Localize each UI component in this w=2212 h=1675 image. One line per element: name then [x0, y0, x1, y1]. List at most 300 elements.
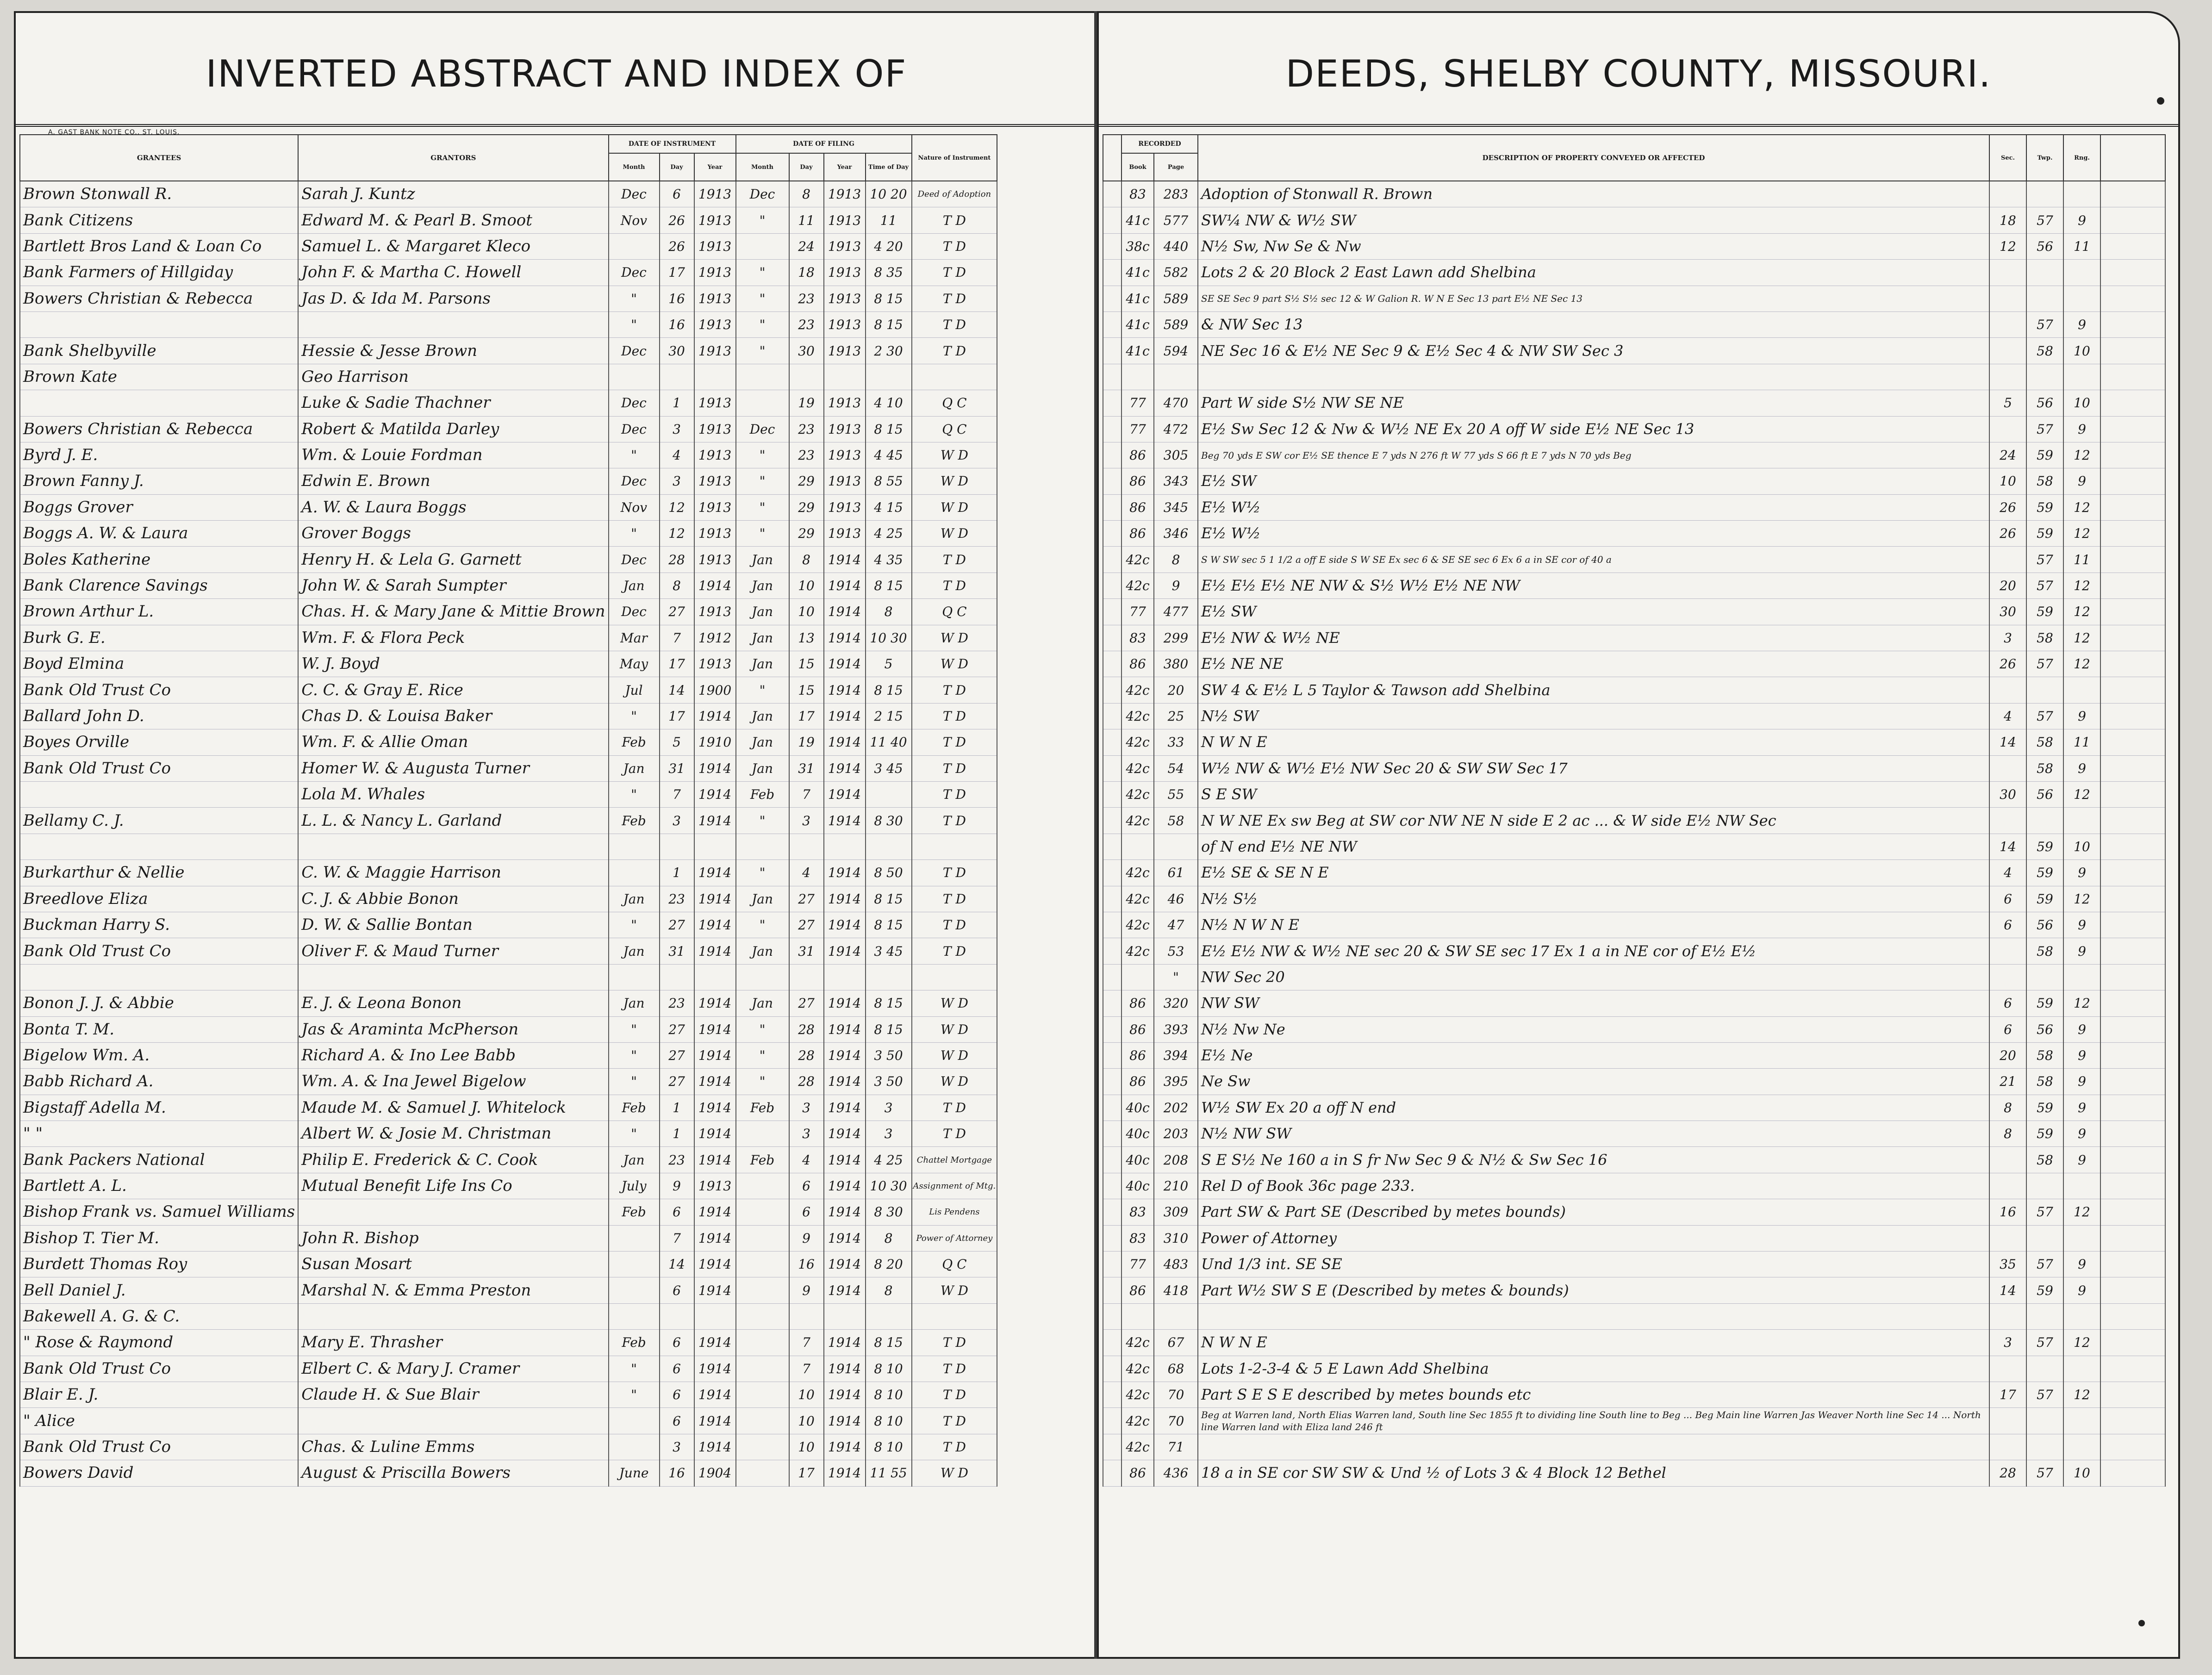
page-cell: 71: [1154, 1434, 1198, 1460]
inst-year-cell: 1913: [694, 260, 736, 286]
inst-day-cell: 7: [660, 1225, 694, 1251]
inst-day-cell: 6: [660, 1330, 694, 1356]
sec-cell: 24: [1989, 442, 2026, 468]
book-cell: 83: [1122, 181, 1154, 207]
time-of-day-cell: 8 15: [866, 990, 912, 1016]
inst-day-cell: 6: [660, 1382, 694, 1407]
rng-cell: [2063, 260, 2100, 286]
margin-cell: [2100, 390, 2165, 416]
sec-cell: 26: [1989, 494, 2026, 520]
ledger-row: [20, 1408, 997, 1434]
grantee-cell: Blair E. J.: [20, 1382, 298, 1407]
time-of-day-cell: 8 10: [866, 1356, 912, 1382]
filing-day-cell: [789, 364, 824, 390]
description-cell: S E SW: [1198, 781, 1989, 807]
book-cell: 86: [1122, 990, 1154, 1016]
description-cell: N W NE Ex sw Beg at SW cor NW NE N side E 2 ac ... & W side E½ NW Sec: [1198, 808, 1989, 834]
spacer-cell: [1103, 703, 1122, 729]
filing-year-cell: 1914: [824, 1225, 866, 1251]
inst-month-cell: Jan: [609, 1147, 660, 1173]
ledger-row: [20, 416, 997, 442]
rng-cell: 11: [2063, 233, 2100, 259]
nature-cell: T D: [912, 260, 997, 286]
rng-cell: 9: [2063, 703, 2100, 729]
description-cell: E½ W½: [1198, 494, 1989, 520]
inst-year-cell: [694, 964, 736, 990]
time-of-day-cell: 4 20: [866, 233, 912, 259]
nature-cell: W D: [912, 1277, 997, 1303]
description-cell: N½ Sw, Nw Se & Nw: [1198, 233, 1989, 259]
book-cell: [1122, 964, 1154, 990]
grantor-cell: Geo Harrison: [298, 364, 608, 390]
ledger-row: [20, 260, 997, 286]
sec-cell: 14: [1989, 1277, 2026, 1303]
filing-month-cell: [736, 1382, 789, 1407]
grantor-cell: Chas. H. & Mary Jane & Mittie Brown: [298, 599, 608, 625]
ledger-row: [1103, 677, 2165, 703]
ledger-row: [20, 781, 997, 807]
time-of-day-cell: 4 35: [866, 547, 912, 573]
filing-month-cell: [736, 1434, 789, 1460]
ledger-row: [1103, 703, 2165, 729]
rng-cell: 9: [2063, 1121, 2100, 1147]
inst-year-cell: 1914: [694, 1016, 736, 1042]
margin-cell: [2100, 260, 2165, 286]
nature-cell: Lis Pendens: [912, 1199, 997, 1225]
twp-cell: 58: [2026, 1042, 2063, 1068]
nature-cell: W D: [912, 1460, 997, 1486]
twp-cell: 57: [2026, 207, 2063, 233]
spacer-cell: [1103, 442, 1122, 468]
header-filing-month: Month: [736, 153, 789, 181]
spacer-cell: [1103, 260, 1122, 286]
grantor-cell: Homer W. & Augusta Turner: [298, 755, 608, 781]
twp-cell: 56: [2026, 233, 2063, 259]
grantor-cell: Philip E. Frederick & C. Cook: [298, 1147, 608, 1173]
inst-month-cell: Jan: [609, 938, 660, 964]
book-cell: 86: [1122, 521, 1154, 547]
nature-cell: T D: [912, 781, 997, 807]
sec-cell: 6: [1989, 990, 2026, 1016]
margin-cell: [2100, 1225, 2165, 1251]
sec-cell: 8: [1989, 1095, 2026, 1121]
ledger-row: [20, 364, 997, 390]
spacer-cell: [1103, 1173, 1122, 1199]
sec-cell: 8: [1989, 1121, 2026, 1147]
margin-cell: [2100, 573, 2165, 598]
time-of-day-cell: 8 15: [866, 886, 912, 912]
description-cell: & NW Sec 13: [1198, 311, 1989, 337]
grantee-cell: Boyd Elmina: [20, 651, 298, 677]
header-page: Page: [1154, 153, 1198, 181]
ledger-row: [20, 1173, 997, 1199]
time-of-day-cell: 8 15: [866, 573, 912, 598]
margin-cell: [2100, 1252, 2165, 1277]
description-cell: Beg 70 yds E SW cor E½ SE thence E 7 yds N 276 ft W 77 yds S 66 ft E 7 yds N 70 yds Beg: [1198, 442, 1989, 468]
grantor-cell: Luke & Sadie Thachner: [298, 390, 608, 416]
nature-cell: Q C: [912, 416, 997, 442]
book-cell: 38c: [1122, 233, 1154, 259]
filing-month-cell: [736, 1408, 789, 1434]
rng-cell: 12: [2063, 651, 2100, 677]
rng-cell: 12: [2063, 494, 2100, 520]
inst-day-cell: 28: [660, 547, 694, 573]
grantor-cell: [298, 1303, 608, 1329]
rng-cell: 10: [2063, 834, 2100, 859]
filing-year-cell: 1914: [824, 1199, 866, 1225]
description-cell: E½ SW: [1198, 468, 1989, 494]
inst-day-cell: 3: [660, 416, 694, 442]
ledger-row: [1103, 729, 2165, 755]
twp-cell: [2026, 1303, 2063, 1329]
ledger-row: [1103, 990, 2165, 1016]
page-cell: 299: [1154, 625, 1198, 651]
description-cell: N W N E: [1198, 729, 1989, 755]
filing-day-cell: 19: [789, 390, 824, 416]
page-cell: 310: [1154, 1225, 1198, 1251]
filing-year-cell: 1914: [824, 1277, 866, 1303]
ledger-row: [20, 990, 997, 1016]
ledger-row: [1103, 651, 2165, 677]
ink-speck: [2157, 97, 2164, 105]
page-cell: 418: [1154, 1277, 1198, 1303]
sec-cell: [1989, 1408, 2026, 1434]
grantor-cell: [298, 1199, 608, 1225]
book-cell: 42c: [1122, 1408, 1154, 1434]
grantee-cell: [20, 311, 298, 337]
grantor-cell: Henry H. & Lela G. Garnett: [298, 547, 608, 573]
inst-month-cell: Nov: [609, 494, 660, 520]
grantor-cell: Oliver F. & Maud Turner: [298, 938, 608, 964]
filing-day-cell: 11: [789, 207, 824, 233]
book-cell: 40c: [1122, 1147, 1154, 1173]
book-cell: 42c: [1122, 729, 1154, 755]
spacer-cell: [1103, 468, 1122, 494]
filing-month-cell: [736, 364, 789, 390]
filing-day-cell: 3: [789, 1095, 824, 1121]
spacer-cell: [1103, 1199, 1122, 1225]
inst-day-cell: [660, 834, 694, 859]
time-of-day-cell: 8: [866, 1277, 912, 1303]
grantee-cell: Burk G. E.: [20, 625, 298, 651]
filing-year-cell: 1914: [824, 677, 866, 703]
book-cell: [1122, 1303, 1154, 1329]
book-cell: 42c: [1122, 573, 1154, 598]
rng-cell: [2063, 1303, 2100, 1329]
rng-cell: 9: [2063, 938, 2100, 964]
filing-year-cell: 1914: [824, 808, 866, 834]
filing-day-cell: 10: [789, 573, 824, 598]
sec-cell: 26: [1989, 521, 2026, 547]
sec-cell: 6: [1989, 912, 2026, 938]
sec-cell: 10: [1989, 468, 2026, 494]
grantee-cell: Burkarthur & Nellie: [20, 860, 298, 886]
grantee-cell: [20, 781, 298, 807]
description-cell: N W N E: [1198, 1330, 1989, 1356]
inst-month-cell: Jul: [609, 677, 660, 703]
time-of-day-cell: 8 50: [866, 860, 912, 886]
ledger-row: [1103, 181, 2165, 207]
ledger-row: [1103, 1069, 2165, 1095]
book-cell: 42c: [1122, 547, 1154, 573]
inst-year-cell: 1914: [694, 1095, 736, 1121]
margin-cell: [2100, 1330, 2165, 1356]
inst-year-cell: 1914: [694, 1277, 736, 1303]
header-time-of-day: Time of Day: [866, 153, 912, 181]
ledger-row: [20, 1434, 997, 1460]
spacer-cell: [1103, 886, 1122, 912]
inst-day-cell: 27: [660, 1016, 694, 1042]
description-cell: Beg at Warren land, North Elias Warren land, South line Sec 1855 ft to dividing line South line to Beg ... Beg Main line Warren Jas Weaver North line Sec 14 ... North line Warren land with Eliza land 246 ft: [1198, 1408, 1989, 1434]
grantee-cell: Brown Fanny J.: [20, 468, 298, 494]
spacer-cell: [1103, 1330, 1122, 1356]
inst-day-cell: 9: [660, 1173, 694, 1199]
rng-cell: 12: [2063, 990, 2100, 1016]
filing-month-cell: [736, 834, 789, 859]
twp-cell: 58: [2026, 755, 2063, 781]
nature-cell: W D: [912, 1016, 997, 1042]
rng-cell: 9: [2063, 1277, 2100, 1303]
filing-year-cell: 1914: [824, 1460, 866, 1486]
ledger-row: [20, 703, 997, 729]
inst-year-cell: 1913: [694, 286, 736, 311]
twp-cell: [2026, 1225, 2063, 1251]
inst-year-cell: 1910: [694, 729, 736, 755]
ledger-row: [20, 1460, 997, 1486]
ledger-row: [1103, 1225, 2165, 1251]
spacer-cell: [1103, 1382, 1122, 1407]
spacer-cell: [1103, 1434, 1122, 1460]
inst-month-cell: ": [609, 1042, 660, 1068]
book-cell: 40c: [1122, 1173, 1154, 1199]
description-cell: Part W side S½ NW SE NE: [1198, 390, 1989, 416]
grantee-cell: Bank Old Trust Co: [20, 938, 298, 964]
inst-month-cell: ": [609, 912, 660, 938]
inst-day-cell: 27: [660, 1042, 694, 1068]
twp-cell: [2026, 181, 2063, 207]
inst-month-cell: Feb: [609, 1199, 660, 1225]
description-cell: W½ SW Ex 20 a off N end: [1198, 1095, 1989, 1121]
grantor-cell: Albert W. & Josie M. Christman: [298, 1121, 608, 1147]
rng-cell: 9: [2063, 1016, 2100, 1042]
ledger-row: [20, 1042, 997, 1068]
ledger-row: [20, 886, 997, 912]
header-inst-year: Year: [694, 153, 736, 181]
inst-year-cell: 1913: [694, 547, 736, 573]
inst-year-cell: 1914: [694, 703, 736, 729]
nature-cell: T D: [912, 1382, 997, 1407]
grantee-cell: " Alice: [20, 1408, 298, 1434]
grantor-cell: C. C. & Gray E. Rice: [298, 677, 608, 703]
grantee-cell: Bank Old Trust Co: [20, 1356, 298, 1382]
page-cell: [1154, 364, 1198, 390]
filing-day-cell: 4: [789, 1147, 824, 1173]
inst-month-cell: ": [609, 311, 660, 337]
nature-cell: W D: [912, 468, 997, 494]
inst-month-cell: ": [609, 1016, 660, 1042]
spacer-cell: [1103, 1042, 1122, 1068]
inst-month-cell: ": [609, 442, 660, 468]
sec-cell: 30: [1989, 781, 2026, 807]
book-cell: 41c: [1122, 311, 1154, 337]
inst-day-cell: 17: [660, 703, 694, 729]
filing-day-cell: 30: [789, 338, 824, 364]
book-cell: 86: [1122, 1042, 1154, 1068]
inst-year-cell: 1914: [694, 1069, 736, 1095]
description-cell: E½ W½: [1198, 521, 1989, 547]
grantor-cell: August & Priscilla Bowers: [298, 1460, 608, 1486]
twp-cell: 59: [2026, 442, 2063, 468]
grantee-cell: Brown Kate: [20, 364, 298, 390]
ledger-row: [1103, 1252, 2165, 1277]
inst-day-cell: 23: [660, 886, 694, 912]
inst-month-cell: ": [609, 781, 660, 807]
filing-day-cell: 13: [789, 625, 824, 651]
margin-cell: [2100, 651, 2165, 677]
header-twp: Twp.: [2026, 135, 2063, 181]
spacer-cell: [1103, 1225, 1122, 1251]
grantor-cell: C. J. & Abbie Bonon: [298, 886, 608, 912]
time-of-day-cell: 3 50: [866, 1042, 912, 1068]
grantor-cell: E. J. & Leona Bonon: [298, 990, 608, 1016]
nature-cell: T D: [912, 1330, 997, 1356]
inst-year-cell: 1900: [694, 677, 736, 703]
ledger-row: [20, 1147, 997, 1173]
nature-cell: Power of Attorney: [912, 1225, 997, 1251]
inst-year-cell: 1913: [694, 468, 736, 494]
filing-year-cell: [824, 364, 866, 390]
inst-day-cell: 3: [660, 808, 694, 834]
margin-cell: [2100, 1199, 2165, 1225]
page-cell: 33: [1154, 729, 1198, 755]
inst-month-cell: Jan: [609, 886, 660, 912]
grantor-cell: Wm. F. & Allie Oman: [298, 729, 608, 755]
book-cell: [1122, 834, 1154, 859]
filing-day-cell: 17: [789, 703, 824, 729]
rng-cell: 9: [2063, 912, 2100, 938]
inst-month-cell: [609, 1225, 660, 1251]
inst-year-cell: 1913: [694, 233, 736, 259]
twp-cell: 57: [2026, 1199, 2063, 1225]
grantor-cell: Marshal N. & Emma Preston: [298, 1277, 608, 1303]
page-cell: 283: [1154, 181, 1198, 207]
inst-day-cell: 31: [660, 938, 694, 964]
ledger-row: [1103, 1147, 2165, 1173]
nature-cell: T D: [912, 547, 997, 573]
filing-month-cell: ": [736, 1042, 789, 1068]
grantor-cell: [298, 964, 608, 990]
ledger-row: [20, 651, 997, 677]
sec-cell: [1989, 338, 2026, 364]
filing-day-cell: 28: [789, 1042, 824, 1068]
twp-cell: 59: [2026, 521, 2063, 547]
spacer-cell: [1103, 364, 1122, 390]
book-cell: 42c: [1122, 886, 1154, 912]
inst-month-cell: Jan: [609, 990, 660, 1016]
filing-day-cell: 15: [789, 651, 824, 677]
margin-cell: [2100, 1382, 2165, 1407]
ink-speck: [2138, 1620, 2145, 1626]
grantee-cell: Bigstaff Adella M.: [20, 1095, 298, 1121]
sec-cell: 14: [1989, 834, 2026, 859]
inst-day-cell: 12: [660, 521, 694, 547]
page-cell: 203: [1154, 1121, 1198, 1147]
inst-month-cell: Dec: [609, 416, 660, 442]
rng-cell: [2063, 1434, 2100, 1460]
grantee-cell: Bartlett Bros Land & Loan Co: [20, 233, 298, 259]
inst-month-cell: [609, 233, 660, 259]
rng-cell: 12: [2063, 886, 2100, 912]
filing-month-cell: ": [736, 860, 789, 886]
rng-cell: 12: [2063, 1382, 2100, 1407]
spacer-cell: [1103, 1408, 1122, 1434]
page-cell: ": [1154, 964, 1198, 990]
filing-day-cell: 23: [789, 416, 824, 442]
margin-cell: [2100, 990, 2165, 1016]
right-page: [1097, 11, 2180, 1659]
book-cell: 42c: [1122, 677, 1154, 703]
description-cell: [1198, 364, 1989, 390]
filing-day-cell: 29: [789, 521, 824, 547]
page-cell: 380: [1154, 651, 1198, 677]
ledger-row: [1103, 1303, 2165, 1329]
header-date-of-filing: DATE OF FILING: [736, 135, 912, 153]
ledger-row: [1103, 1277, 2165, 1303]
time-of-day-cell: 4 45: [866, 442, 912, 468]
ledger-row: [20, 1121, 997, 1147]
nature-cell: T D: [912, 729, 997, 755]
left-ledger-body: [20, 181, 997, 1486]
twp-cell: 59: [2026, 599, 2063, 625]
spacer-cell: [1103, 390, 1122, 416]
page-cell: 436: [1154, 1460, 1198, 1486]
spacer-cell: [1103, 1277, 1122, 1303]
inst-year-cell: 1912: [694, 625, 736, 651]
filing-day-cell: 27: [789, 886, 824, 912]
filing-month-cell: [736, 1225, 789, 1251]
grantee-cell: Breedlove Eliza: [20, 886, 298, 912]
book-cell: 83: [1122, 625, 1154, 651]
rng-cell: 9: [2063, 1252, 2100, 1277]
inst-day-cell: 14: [660, 1252, 694, 1277]
page-cell: 210: [1154, 1173, 1198, 1199]
time-of-day-cell: 8 30: [866, 1199, 912, 1225]
time-of-day-cell: 10 20: [866, 181, 912, 207]
filing-day-cell: [789, 964, 824, 990]
twp-cell: 57: [2026, 573, 2063, 598]
ledger-row: [1103, 338, 2165, 364]
book-cell: 83: [1122, 1225, 1154, 1251]
time-of-day-cell: 4 10: [866, 390, 912, 416]
filing-year-cell: 1914: [824, 1016, 866, 1042]
header-filing-year: Year: [824, 153, 866, 181]
ledger-row: [1103, 1121, 2165, 1147]
spacer-cell: [1103, 1016, 1122, 1042]
inst-day-cell: 1: [660, 1095, 694, 1121]
grantee-cell: Burdett Thomas Roy: [20, 1252, 298, 1277]
margin-cell: [2100, 808, 2165, 834]
twp-cell: 57: [2026, 1330, 2063, 1356]
rng-cell: 9: [2063, 1042, 2100, 1068]
filing-year-cell: 1913: [824, 286, 866, 311]
margin-cell: [2100, 1042, 2165, 1068]
rng-cell: 9: [2063, 416, 2100, 442]
filing-month-cell: [736, 964, 789, 990]
ledger-row: [20, 1016, 997, 1042]
sec-cell: 3: [1989, 1330, 2026, 1356]
page-cell: 20: [1154, 677, 1198, 703]
sec-cell: [1989, 181, 2026, 207]
